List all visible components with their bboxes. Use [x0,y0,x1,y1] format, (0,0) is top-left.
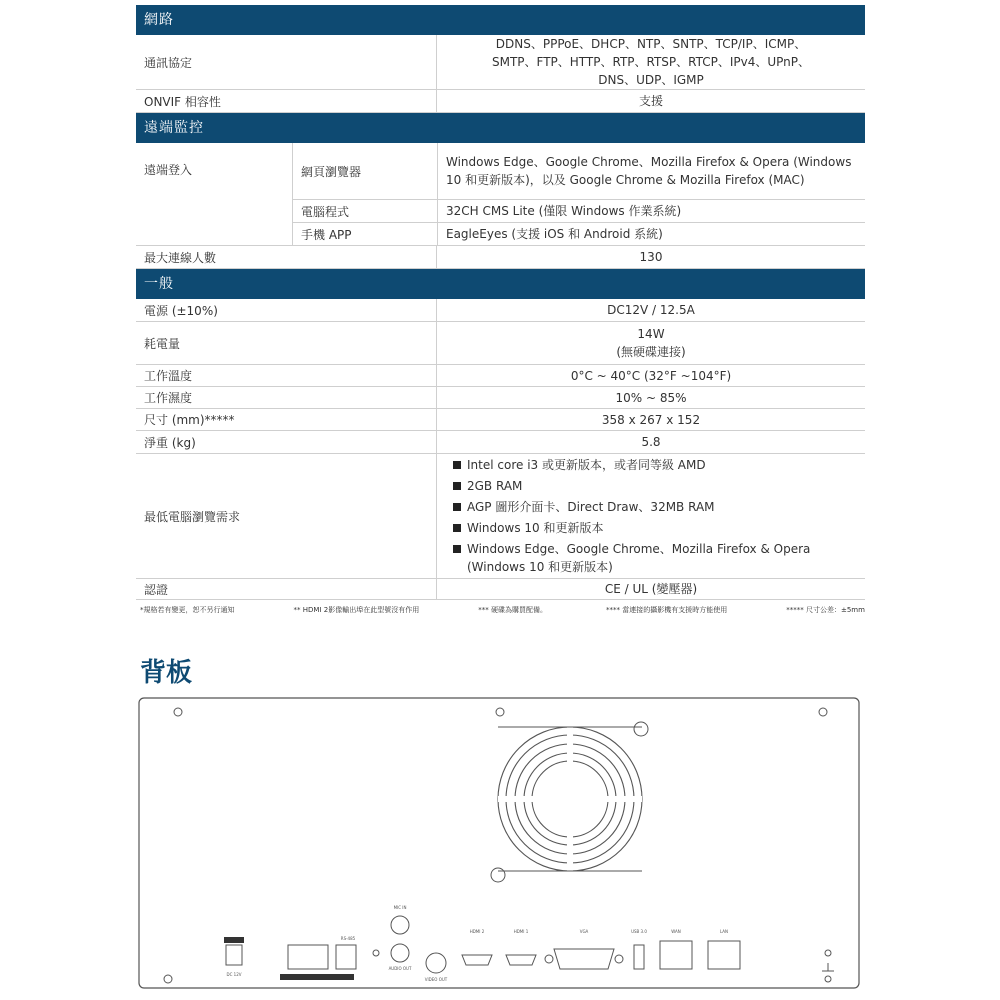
remote-login-label: 遠端登入 [144,163,193,177]
ground-terminal-icon [822,950,834,982]
audio-out-label: AUDIO OUT [388,966,412,971]
rs485-terminal-block [280,936,356,980]
screw-hole-icon [491,868,505,882]
max-value: 130 [436,246,865,268]
row-consumption [136,322,865,365]
weight-value: 5.8 [436,431,865,453]
section-general-header: 一般 [136,269,865,299]
cert-label: 認證 [144,582,169,597]
fan-grille-icon [498,727,642,871]
footnote: ** HDMI 2影像輸出埠在此型號沒有作用 [293,606,420,614]
screw-hole-icon [164,975,172,983]
protocol-value: DDNS、PPPoE、DHCP、NTP、SNTP、TCP/IP、ICMP、SMTP、FTP、HTTP、RTP、RTSP、RTCP、IPv4、UPnP、DNS、UDP、IGMP [436,35,865,89]
pc-label: 電腦程式 [292,200,437,222]
browser-label: 網頁瀏覽器 [292,143,437,199]
req-list [445,449,865,583]
row-max-connections [136,246,865,269]
vga-port [545,929,623,969]
hdmi-ports [462,929,536,965]
video-out-label: VIDEO OUT [424,977,448,982]
dim-value: 358 x 267 x 152 [436,409,865,430]
screw-hole-icon [634,722,648,736]
row-dimensions [136,409,865,431]
screw-hole-icon [496,708,504,716]
temp-label: 工作溫度 [144,369,193,383]
weight-label: 淨重 (kg) [144,435,196,450]
onvif-label: ONVIF 相容性 [144,94,221,109]
footnotes [140,605,865,615]
usb-label: USB 3.0 [631,929,647,934]
screw-hole-icon [174,708,182,716]
footnote: *** 硬碟為購買配備。 [478,606,547,614]
consumption-value: 14W [637,327,665,341]
pc-value: 32CH CMS Lite (僅限 Windows 作業系統) [437,200,865,222]
row-humidity [136,387,865,409]
mic-in-label: MIC IN [393,905,407,910]
footnote: **** 當連接的攝影機有支援時方能使用 [606,606,728,614]
row-protocol [136,35,865,90]
protocol-label: 通訊協定 [144,55,193,70]
row-onvif [136,90,865,113]
consumption-note: (無硬碟連接) [616,345,686,359]
humidity-label: 工作濕度 [144,391,193,405]
panel-outline [139,698,859,988]
hdmi2-label: HDMI 2 [469,929,485,934]
audio-ports [373,905,448,982]
hdmi1-label: HDMI 1 [513,929,529,934]
req-item: Windows Edge、Google Chrome、Mozilla Firefox & Opera (Windows 10 和更新版本) [453,540,865,576]
footnote: ***** 尺寸公差：±5mm [786,606,865,614]
section-remote-header: 遠端監控 [136,113,865,143]
browser-value: Windows Edge、Google Chrome、Mozilla Firefox & Opera (Windows 10 和更新版本)，以及 Google Chrome & Mozilla Firefox (MAC) [437,143,865,199]
row-temperature [136,365,865,387]
row-certification [136,579,865,600]
req-item: Intel core i3 或更新版本，或者同等級 AMD [453,456,865,474]
cert-value: CE / UL (變壓器) [436,579,865,599]
row-power [136,299,865,322]
temp-value: 0°C ~ 40°C (32°F ~104°F) [436,365,865,386]
onvif-value: 支援 [436,90,865,112]
power-label: 電源 (±10%) [144,303,218,318]
dc-label: DC 12V [226,972,242,977]
req-item: AGP 圖形介面卡、Direct Draw、32MB RAM [453,498,865,516]
dim-label: 尺寸 (mm)***** [144,413,235,427]
power-value: DC12V / 12.5A [436,299,865,321]
section-network-header: 網路 [136,5,865,35]
row-requirements [136,454,865,579]
usb-port [631,929,647,969]
app-label: 手機 APP [292,223,437,245]
req-item: Windows 10 和更新版本 [453,519,865,537]
humidity-value: 10% ~ 85% [436,387,865,408]
app-value: EagleEyes (支援 iOS 和 Android 系統) [437,223,865,245]
wan-label: WAN [671,929,681,934]
footnote: *規格若有變更，恕不另行通知 [140,606,235,614]
lan-label: LAN [719,929,729,934]
req-item: 2GB RAM [453,477,865,495]
back-panel-diagram [138,697,860,989]
max-label: 最大連線人數 [144,250,217,265]
vga-label: VGA [579,929,589,934]
dc-power-port [224,937,244,977]
back-panel-title: 背板 [140,658,193,688]
spec-table [136,5,865,600]
rs485-label: RS-485 [340,936,356,941]
ethernet-ports [660,929,740,969]
req-label: 最低電腦瀏覽需求 [144,509,241,524]
consumption-label: 耗電量 [144,336,181,351]
row-remote-login [136,143,865,246]
screw-hole-icon [819,708,827,716]
